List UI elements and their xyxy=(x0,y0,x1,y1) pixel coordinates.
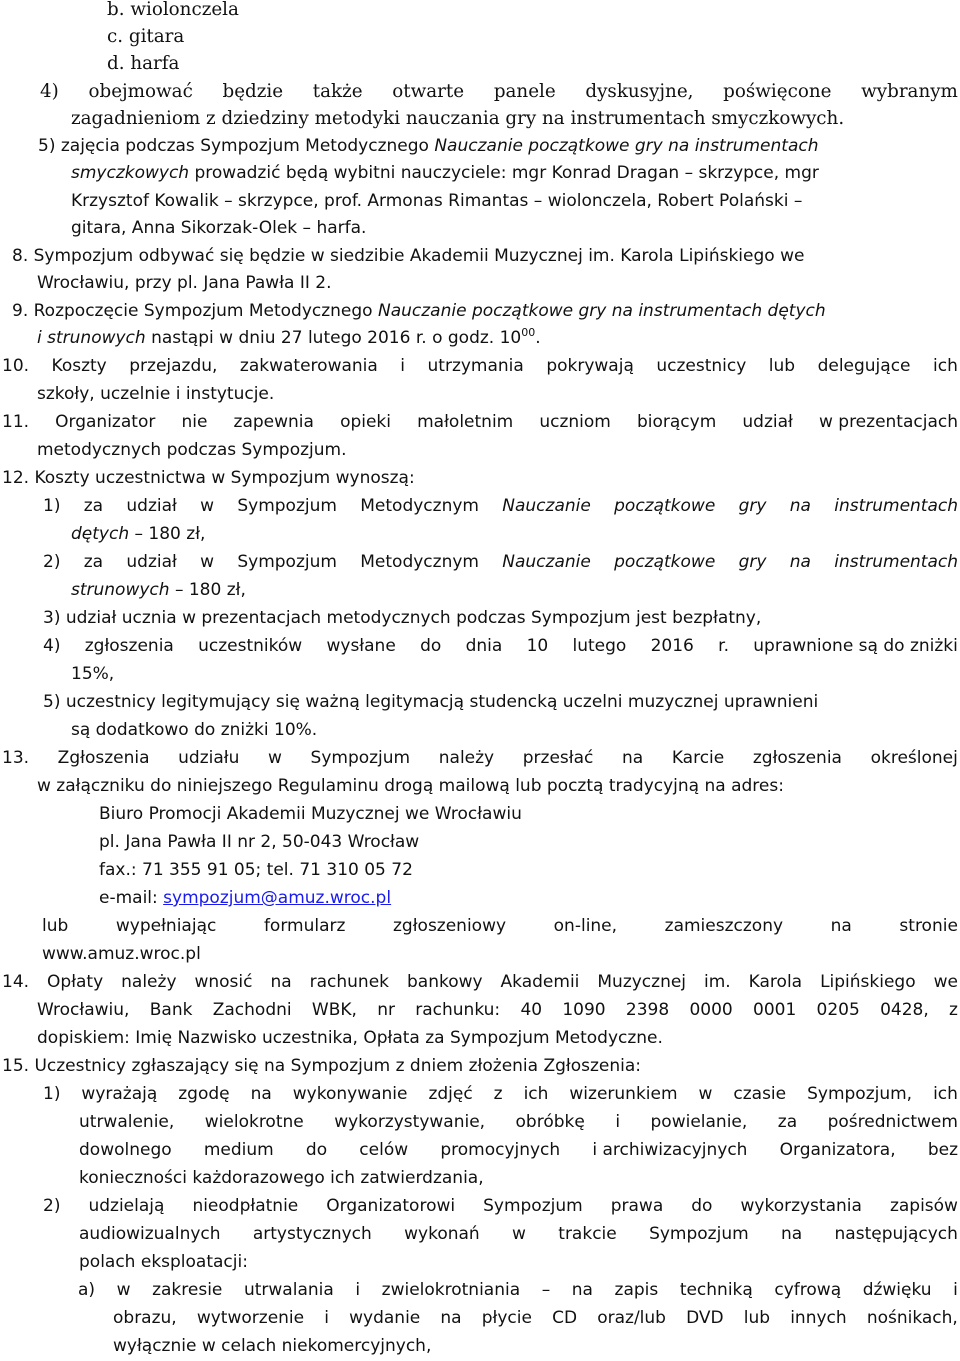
paragraph-14-line-1 xyxy=(2,969,958,997)
item-5-line-2: smyczkowych prowadzić będą wybitni nauczyciele: mgr Konrad Dragan – skrzypce, mgr xyxy=(71,163,819,183)
word: obróbkę xyxy=(515,1112,585,1132)
word: 2398 xyxy=(625,1000,670,1020)
word: DVD xyxy=(686,1308,724,1328)
word: 4) xyxy=(43,636,61,656)
word: 14. xyxy=(2,972,30,992)
word: zapewnia xyxy=(233,412,314,432)
word: w xyxy=(200,496,215,516)
word: wydanie xyxy=(349,1308,421,1328)
word: początkowe xyxy=(614,496,716,516)
word: Sympozjum xyxy=(237,496,337,516)
word: przesłać xyxy=(522,748,594,768)
field-a-line-1 xyxy=(78,1277,958,1305)
word: delegujące xyxy=(817,356,911,376)
word: Metodycznym xyxy=(360,496,479,516)
fee-item-3: 3) udział ucznia w prezentacjach metodycznych podczas Sympozjum jest bezpłatny, xyxy=(43,608,762,628)
word: udzielają xyxy=(88,1196,165,1216)
word: a) xyxy=(78,1280,96,1300)
word: za xyxy=(83,496,104,516)
list-item-d: d. harfa xyxy=(107,53,180,74)
word: Akademii xyxy=(500,972,580,992)
word: zwielokrotniania xyxy=(381,1280,521,1300)
word: zgłoszeniowy xyxy=(393,916,507,936)
word: następujących xyxy=(834,1224,958,1244)
paragraph-13-line-2: w załączniku do niniejszego Regulaminu drogą mailową lub pocztą tradycyjną na adres: xyxy=(37,776,784,796)
list-item-b: b. wiolonczela xyxy=(107,0,239,20)
word: także xyxy=(312,81,363,102)
fee-item-2-line-1 xyxy=(43,549,958,577)
word: lub xyxy=(42,916,69,936)
word: wykonań xyxy=(404,1224,480,1244)
word: panele xyxy=(493,81,556,102)
word: należy xyxy=(438,748,495,768)
word: udział xyxy=(126,496,177,516)
word: na xyxy=(571,1280,593,1300)
consent-item-1-line-1 xyxy=(43,1081,958,1109)
field-a-line-3: wyłącznie w celach niekomercyjnych, xyxy=(113,1336,432,1356)
word: ich xyxy=(933,356,958,376)
word: zakwaterowania xyxy=(239,356,378,376)
word: utrwalania xyxy=(243,1280,334,1300)
fee-item-1-line-2: dętych – 180 zł, xyxy=(71,524,206,544)
paragraph-11-line-1 xyxy=(2,409,958,437)
word: Organizatora, xyxy=(779,1140,896,1160)
word: z xyxy=(949,1000,958,1020)
word: i xyxy=(355,1280,361,1300)
word: 1090 xyxy=(562,1000,606,1020)
word: celów xyxy=(359,1140,409,1160)
word: wnosić xyxy=(194,972,253,992)
word: opieki xyxy=(340,412,392,432)
word: płycie xyxy=(481,1308,532,1328)
paragraph-14-line-3: dopiskiem: Imię Nazwisko uczestnika, Opłata za Sympozjum Metodyczne. xyxy=(37,1028,663,1048)
word: bankowy xyxy=(406,972,483,992)
word: Wrocławiu, xyxy=(37,1000,130,1020)
word: i xyxy=(953,1280,958,1300)
word: wizerunkiem xyxy=(569,1084,678,1104)
word: do xyxy=(691,1196,713,1216)
word: dnia xyxy=(465,636,503,656)
word: lub xyxy=(743,1308,771,1328)
word: on-line, xyxy=(553,916,618,936)
word: Zachodni xyxy=(212,1000,292,1020)
word: 0205 xyxy=(816,1000,860,1020)
word: 1) xyxy=(43,496,61,516)
word: wybranym xyxy=(861,81,958,102)
word: należy xyxy=(121,972,177,992)
word: w xyxy=(116,1280,131,1300)
word: Organizatorowi xyxy=(326,1196,456,1216)
word: wyrażają xyxy=(81,1084,158,1104)
word: Nauczanie xyxy=(502,496,591,516)
word: innych xyxy=(790,1308,847,1328)
word: instrumentach xyxy=(834,552,958,572)
word: medium xyxy=(203,1140,274,1160)
word: wielokrotne xyxy=(204,1112,304,1132)
word: Opłaty xyxy=(47,972,104,992)
word: 2016 xyxy=(650,636,694,656)
word: ich xyxy=(523,1084,549,1104)
fee-item-5-line-1: 5) uczestnicy legitymujący się ważną legitymacją studencką uczelni muzycznej uprawnieni xyxy=(43,692,819,712)
word: Metodycznym xyxy=(360,552,479,572)
word: ich xyxy=(933,1084,958,1104)
word: Sympozjum xyxy=(310,748,411,768)
word: utrwalenie, xyxy=(79,1112,175,1132)
word: 2) xyxy=(43,1196,61,1216)
word: zamieszczony xyxy=(664,916,784,936)
word: we xyxy=(933,972,958,992)
word: Karcie xyxy=(671,748,725,768)
email-link[interactable]: sympozjum@amuz.wroc.pl xyxy=(163,888,392,908)
word: za xyxy=(777,1112,798,1132)
word: w xyxy=(268,748,282,768)
word: na xyxy=(830,916,852,936)
word: zgodę xyxy=(178,1084,230,1104)
item-4-line-1 xyxy=(40,78,958,106)
paragraph-10-line-2: szkoły, uczelnie i instytucje. xyxy=(37,384,275,404)
field-a-line-2 xyxy=(113,1305,958,1333)
word: uczniom xyxy=(539,412,611,432)
word: gry xyxy=(738,496,767,516)
word: otwarte xyxy=(392,81,465,102)
consent-item-1-line-3 xyxy=(79,1137,958,1165)
word: zgłoszenia xyxy=(84,636,174,656)
word: bez xyxy=(927,1140,958,1160)
word: Koszty xyxy=(51,356,107,376)
website-text: www.amuz.wroc.pl xyxy=(42,944,201,964)
consent-item-2-line-1 xyxy=(43,1193,958,1221)
consent-item-2-line-2 xyxy=(79,1221,958,1249)
word: i xyxy=(615,1112,621,1132)
word: zapisów xyxy=(889,1196,958,1216)
word: nie xyxy=(181,412,208,432)
word: Sympozjum xyxy=(237,552,337,572)
word: nr xyxy=(377,1000,395,1020)
word: 11. xyxy=(2,412,30,432)
word: będzie xyxy=(222,81,284,102)
email-line: e-mail: sympozjum@amuz.wroc.pl xyxy=(99,888,392,908)
word: dowolnego xyxy=(79,1140,172,1160)
word: udział xyxy=(742,412,793,432)
word: 2) xyxy=(43,552,61,572)
word: przejazdu, xyxy=(129,356,218,376)
word: udziału xyxy=(178,748,240,768)
word: określonej xyxy=(870,748,958,768)
word: 4) xyxy=(40,81,59,102)
word: na xyxy=(780,1224,803,1244)
word: wykorzystywanie, xyxy=(334,1112,486,1132)
word: nieodpłatnie xyxy=(192,1196,299,1216)
word: obrazu, xyxy=(113,1308,177,1328)
word: w prezentacjach xyxy=(818,412,958,432)
word: 0001 xyxy=(753,1000,797,1020)
item-4-line-2: zagadnieniom z dziedziny metodyki nauczania gry na instrumentach smyczkowych. xyxy=(71,108,845,129)
consent-item-2-line-3: polach eksploatacji: xyxy=(79,1252,248,1272)
word: na xyxy=(270,972,292,992)
word: uczestnicy xyxy=(656,356,747,376)
word: r. xyxy=(718,636,729,656)
word: Sympozjum, xyxy=(807,1084,913,1104)
word: zakresie xyxy=(152,1280,223,1300)
word: i xyxy=(400,356,406,376)
word: na xyxy=(789,496,811,516)
consent-item-1-line-4: konieczności każdorazowego ich zatwierdzania, xyxy=(79,1168,484,1188)
word: zdjęć xyxy=(428,1084,473,1104)
word: utrzymania xyxy=(427,356,524,376)
word: Sympozjum xyxy=(649,1224,749,1244)
word: WBK, xyxy=(311,1000,357,1020)
word: wypełniając xyxy=(115,916,217,936)
word: oraz/lub xyxy=(597,1308,666,1328)
word: 0428, xyxy=(880,1000,929,1020)
word: w xyxy=(200,552,215,572)
word: cyfrową xyxy=(774,1280,842,1300)
word: udział xyxy=(126,552,177,572)
word: do xyxy=(420,636,442,656)
paragraph-12-line-1: 12. Koszty uczestnictwa w Sympozjum wynoszą: xyxy=(2,468,415,488)
word: obejmować xyxy=(88,81,193,102)
item-5-line-4: gitara, Anna Sikorzak-Olek – harfa. xyxy=(71,218,367,238)
word: wytworzenie xyxy=(196,1308,305,1328)
word: instrumentach xyxy=(834,496,958,516)
word: Lipińskiego xyxy=(820,972,916,992)
word: z xyxy=(493,1084,503,1104)
word: 40 xyxy=(520,1000,543,1020)
word: – xyxy=(541,1280,551,1300)
word: gry xyxy=(738,552,767,572)
word: 0000 xyxy=(689,1000,733,1020)
word: początkowe xyxy=(614,552,716,572)
word: 10 xyxy=(526,636,549,656)
word: CD xyxy=(552,1308,578,1328)
paragraph-13-line-1 xyxy=(2,745,958,773)
word: promocyjnych xyxy=(440,1140,561,1160)
word: do xyxy=(305,1140,328,1160)
word: małoletnim xyxy=(417,412,514,432)
word: wykonywanie xyxy=(292,1084,408,1104)
list-item-c: c. gitara xyxy=(107,26,185,47)
word: na xyxy=(440,1308,462,1328)
paragraph-13-line-3 xyxy=(42,913,958,941)
item-5-line-1: 5) zajęcia podczas Sympozjum Metodycznego Nauczanie początkowe gry na instrumentach xyxy=(38,136,819,156)
word: uprawnione są do zniżki xyxy=(753,636,958,656)
paragraph-8-line-2: Wrocławiu, przy pl. Jana Pawła II 2. xyxy=(37,273,332,293)
word: wykorzystania xyxy=(740,1196,862,1216)
word: rachunek xyxy=(309,972,390,992)
paragraph-9-line-1: 9. Rozpoczęcie Sympozjum Metodycznego Nauczanie początkowe gry na instrumentach dętych xyxy=(12,301,826,321)
word: zgłoszenia xyxy=(752,748,842,768)
word: czasie xyxy=(733,1084,787,1104)
fee-item-5-line-2: są dodatkowo do zniżki 10%. xyxy=(71,720,318,740)
address-line-1: Biuro Promocji Akademii Muzycznej we Wrocławiu xyxy=(99,804,522,824)
address-line-3: fax.: 71 355 91 05; tel. 71 310 05 72 xyxy=(99,860,413,880)
word: uczestników xyxy=(198,636,303,656)
word: Karola xyxy=(748,972,803,992)
word: nośnikach, xyxy=(866,1308,958,1328)
word: dyskusyjne, xyxy=(585,81,694,102)
word: na xyxy=(789,552,811,572)
consent-item-1-line-2 xyxy=(79,1109,958,1137)
word: Nauczanie xyxy=(502,552,591,572)
word: w xyxy=(512,1224,526,1244)
paragraph-14-line-2 xyxy=(37,997,958,1025)
word: audiowizualnych xyxy=(79,1224,221,1244)
item-5-line-3: Krzysztof Kowalik – skrzypce, prof. Armonas Rimantas – wiolonczela, Robert Polański – xyxy=(71,191,803,211)
word: w xyxy=(698,1084,713,1104)
word: pośrednictwem xyxy=(827,1112,958,1132)
word: Bank xyxy=(149,1000,193,1020)
word: rachunku: xyxy=(415,1000,501,1020)
word: biorącym xyxy=(636,412,717,432)
word: 13. xyxy=(2,748,30,768)
word: wysłane xyxy=(326,636,396,656)
word: artystycznych xyxy=(252,1224,372,1244)
fee-item-1-line-1 xyxy=(43,493,958,521)
word: i xyxy=(324,1308,329,1328)
word: na xyxy=(621,748,644,768)
word: poświęcone xyxy=(723,81,832,102)
word: dźwięku xyxy=(862,1280,932,1300)
paragraph-8-line-1: 8. Sympozjum odbywać się będzie w siedzibie Akademii Muzycznej im. Karola Lipińskiego we xyxy=(12,246,805,266)
word: Sympozjum xyxy=(483,1196,583,1216)
word: za xyxy=(83,552,104,572)
paragraph-15-line-1: 15. Uczestnicy zgłaszający się na Sympozjum z dniem złożenia Zgłoszenia: xyxy=(2,1056,642,1076)
word: Zgłoszenia xyxy=(57,748,150,768)
paragraph-9-line-2: i strunowych nastąpi w dniu 27 lutego 2016 r. o godz. $10^{00}$. xyxy=(37,326,541,348)
word: lub xyxy=(768,356,796,376)
word: trakcie xyxy=(558,1224,617,1244)
word: 10. xyxy=(2,356,30,376)
word: Organizator xyxy=(55,412,156,432)
address-line-2: pl. Jana Pawła II nr 2, 50-043 Wrocław xyxy=(99,832,420,852)
word: na xyxy=(250,1084,272,1104)
paragraph-10-line-1 xyxy=(2,353,958,381)
fee-item-4-line-2: 15%, xyxy=(71,664,115,684)
word: im. xyxy=(704,972,731,992)
word: techniką xyxy=(679,1280,753,1300)
word: zapis xyxy=(614,1280,659,1300)
word: pokrywają xyxy=(546,356,634,376)
word: Muzycznej xyxy=(597,972,687,992)
word: 1) xyxy=(43,1084,61,1104)
fee-item-4-line-1 xyxy=(43,633,958,661)
word: powielanie, xyxy=(650,1112,748,1132)
paragraph-11-line-2: metodycznych podczas Sympozjum. xyxy=(37,440,347,460)
word: lutego xyxy=(572,636,627,656)
word: formularz xyxy=(263,916,346,936)
word: prawa xyxy=(610,1196,664,1216)
word: i archiwizacyjnych xyxy=(592,1140,748,1160)
fee-item-2-line-2: strunowych – 180 zł, xyxy=(71,580,246,600)
word: stronie xyxy=(899,916,958,936)
